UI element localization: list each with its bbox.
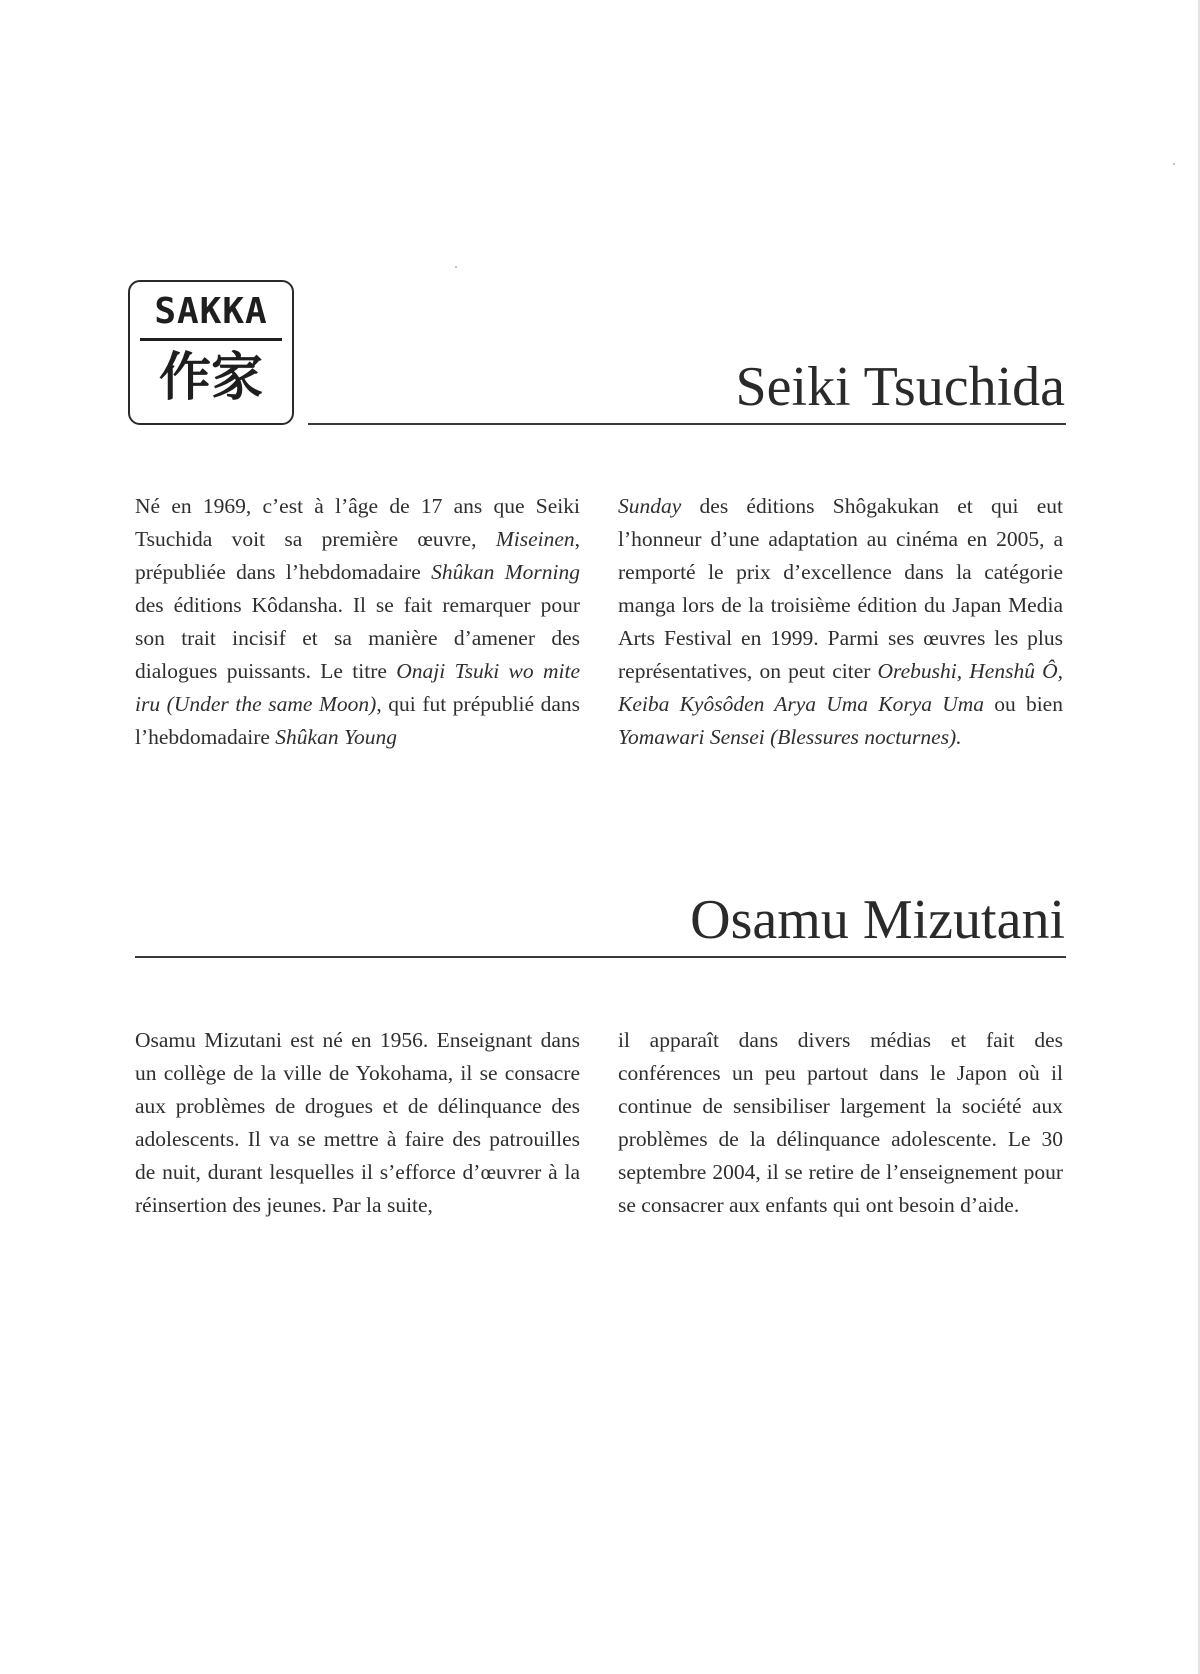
author-name-tsuchida: Seiki Tsuchida xyxy=(735,356,1065,418)
bio-column-left: Osamu Mizutani est né en 1956. Enseignant dans un collège de la ville de Yokohama, il se consacre aux problèmes de drogues et de délinquance des adolescents. Il va se mettre à faire des patrouilles de nuit, durant lesquelles il s’efforce d’œuvrer à la réinsertion des jeunes. Par la suite, xyxy=(135,1028,580,1217)
bio-column-right: il apparaît dans divers médias et fait des conférences un peu partout dans le Japon où il continue de sensibiliser largement la société aux problèmes de la délinquance adolescente. Le 30 septembre 2004, il se retire de l’enseignement pour se consacrer aux enfants qui ont besoin d’aide. xyxy=(618,1028,1063,1217)
bio-column-left: Né en 1969, c’est à l’âge de 17 ans que Seiki Tsuchida voit sa première œuvre, Miseinen, prépubliée dans l’hebdomadaire Shûkan Morning des éditions Kôdansha. Il se fait remarquer pour son trait incisif et sa manière d’amener des dialogues puissants. Le titre Onaji Tsuki wo mite iru (Under the same Moon), qui fut prépublié dans l’hebdomadaire Shûkan Young xyxy=(135,494,580,749)
heading-rule xyxy=(135,956,1066,958)
italic-title: Onaji Tsuki wo mite iru (Under the same Moon) xyxy=(135,659,580,716)
italic-title: Yomawari Sensei (Blessures nocturnes). xyxy=(618,725,962,749)
italic-title: Shûkan Young xyxy=(275,725,397,749)
logo-kanji-text: 作家 xyxy=(158,348,263,408)
italic-title: Shûkan Morning xyxy=(431,560,580,584)
scan-speck xyxy=(1173,163,1175,165)
logo-divider xyxy=(140,338,282,341)
sakka-logo xyxy=(128,280,294,425)
heading-rule xyxy=(308,423,1066,425)
logo-latin-text: SAKKA xyxy=(154,291,268,332)
scan-speck xyxy=(455,266,457,268)
italic-title: Miseinen xyxy=(495,527,575,551)
bio-column-right: Sunday des éditions Shôgakukan et qui eut l’honneur d’une adaptation au cinéma en 2005, a remporté le prix d’excellence dans la catégorie manga lors de la troisième édition du Japan Media Arts Festival en 1999. Parmi ses œuvres les plus représentatives, on peut citer Orebushi, Henshû Ô, Keiba Kyôsôden Arya Uma Korya Uma ou bien Yomawari Sensei (Blessures nocturnes). xyxy=(618,494,1063,749)
author-name-mizutani: Osamu Mizutani xyxy=(690,889,1065,951)
italic-title: Sunday xyxy=(618,494,682,518)
italic-title: Orebushi, Henshû Ô, Keiba Kyôsôden Arya Uma Korya Uma xyxy=(618,659,1063,716)
